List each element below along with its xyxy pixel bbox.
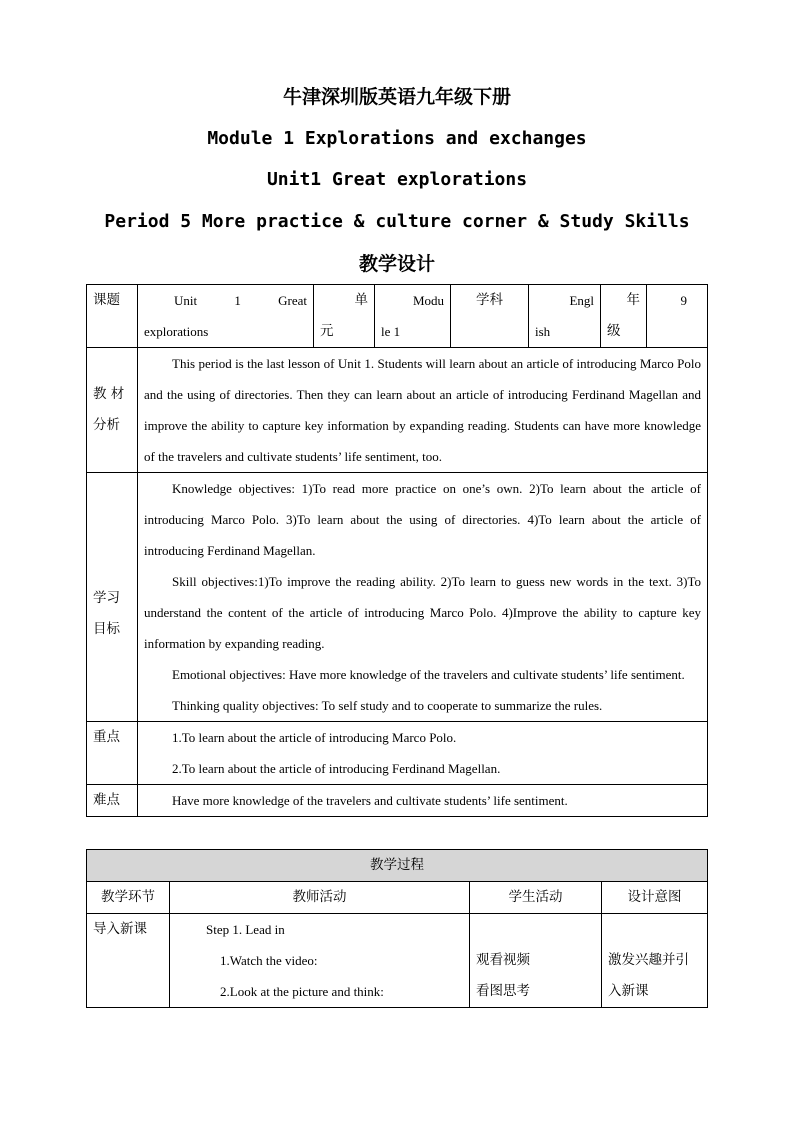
document-title-cn: 牛津深圳版英语九年级下册 <box>282 86 511 108</box>
subject-value-line2: ish <box>535 324 551 339</box>
student-activity-cell <box>470 914 602 1008</box>
stage-lead-in: 导入新课 <box>87 914 170 1008</box>
teacher-item: 2.Look at the picture and think: <box>220 984 384 999</box>
module-title: Module 1 Explorations and exchanges <box>207 128 587 149</box>
grade-value <box>647 285 708 348</box>
analysis-row <box>87 348 708 473</box>
analysis-text: This period is the last lesson of Unit 1. Students will learn about an article of introducing Marco Polo and the using of directories. Then they can learn about an article of introducing Ferdinand Magellan and improve the ability to capture key information by expanding reading. Students can have more knowledge of the travelers and cultivate students’ life sentiment, too. <box>144 356 701 464</box>
key-points-label: 重点 <box>87 722 138 785</box>
skill-objectives: Skill objectives:1)To improve the reading ability. 2)To learn to guess new words in the text. 3)To understand the content of the article of introducing Marco Polo. 4)Improve the ability to capture key information by expanding reading. <box>144 574 701 651</box>
difficult-points-label: 难点 <box>87 785 138 817</box>
emotional-objectives: Emotional objectives: Have more knowledge of the travelers and cultivate students’ life sentiment. <box>172 667 685 682</box>
process-row-lead-in <box>87 914 708 1008</box>
student-item: 观看视频 <box>476 952 530 968</box>
analysis-cell <box>138 348 708 473</box>
header-student-activity: 学生活动 <box>470 882 602 914</box>
difficult-points-text: Have more knowledge of the travelers and cultivate students’ life sentiment. <box>172 793 568 808</box>
process-title: 教学过程 <box>87 850 708 882</box>
teacher-activity-cell <box>170 914 470 1008</box>
topic-word-great: Great <box>278 293 307 308</box>
grade-label-line1: 年 <box>626 292 640 308</box>
key-point-item: 1.To learn about the article of introducing Marco Polo. <box>172 730 457 745</box>
unit-label-line2: 元 <box>320 323 334 339</box>
lesson-info-table <box>86 284 708 817</box>
objectives-label: 学习 目标 <box>87 473 138 722</box>
subject-value <box>529 285 601 348</box>
header-design-purpose: 设计意图 <box>602 882 708 914</box>
grade-value-text: 9 <box>680 293 687 308</box>
unit-value <box>375 285 451 348</box>
topic-word-unit: Unit <box>174 293 198 308</box>
design-purpose-cell <box>602 914 708 1008</box>
subject-label <box>451 285 529 348</box>
teaching-process-table <box>86 849 708 1008</box>
analysis-label: 教 材 分析 <box>87 348 138 473</box>
topic-word-number: 1 <box>234 293 241 308</box>
design-purpose-text: 激发兴趣并引入新课 <box>608 952 689 999</box>
teacher-step: Step 1. Lead in <box>206 922 285 937</box>
objectives-row <box>87 473 708 722</box>
subject-value-line1: Engl <box>569 293 594 308</box>
objectives-cell <box>138 473 708 722</box>
thinking-objectives: Thinking quality objectives: To self study and to cooperate to summarize the rules. <box>172 698 603 713</box>
process-header-row <box>87 882 708 914</box>
unit-value-line2: le 1 <box>381 324 401 339</box>
key-points-cell <box>138 722 708 785</box>
process-title-row <box>87 850 708 882</box>
teacher-item: 1.Watch the video: <box>220 953 318 968</box>
header-teacher-activity: 教师活动 <box>170 882 470 914</box>
key-point-item: 2.To learn about the article of introducing Ferdinand Magellan. <box>172 761 501 776</box>
grade-label-line2: 级 <box>607 323 621 339</box>
grade-label <box>601 285 647 348</box>
unit-value-line1: Modu <box>412 293 444 308</box>
unit-label-line1: 单 <box>354 292 368 308</box>
unit-title: Unit1 Great explorations <box>266 169 528 190</box>
info-row <box>87 285 708 348</box>
subject-label-text: 学科 <box>476 292 503 308</box>
difficult-points-cell <box>138 785 708 817</box>
student-item: 看图思考 <box>476 983 530 999</box>
difficult-points-row <box>87 785 708 817</box>
unit-label <box>314 285 375 348</box>
header-stage: 教学环节 <box>87 882 170 914</box>
topic-label: 课题 <box>87 285 138 348</box>
topic-value <box>138 285 314 348</box>
period-title: Period 5 More practice & culture corner & Study Skills <box>104 211 690 232</box>
knowledge-objectives: Knowledge objectives: 1)To read more practice on one’s own. 2)To learn about the article of introducing Marco Polo. 3)To learn about the using of directories. 4)To learn about the article of introducing Ferdinand Magellan. <box>144 481 701 558</box>
topic-word-explorations: explorations <box>144 324 209 339</box>
key-points-row <box>87 722 708 785</box>
design-title: 教学设计 <box>358 253 435 275</box>
